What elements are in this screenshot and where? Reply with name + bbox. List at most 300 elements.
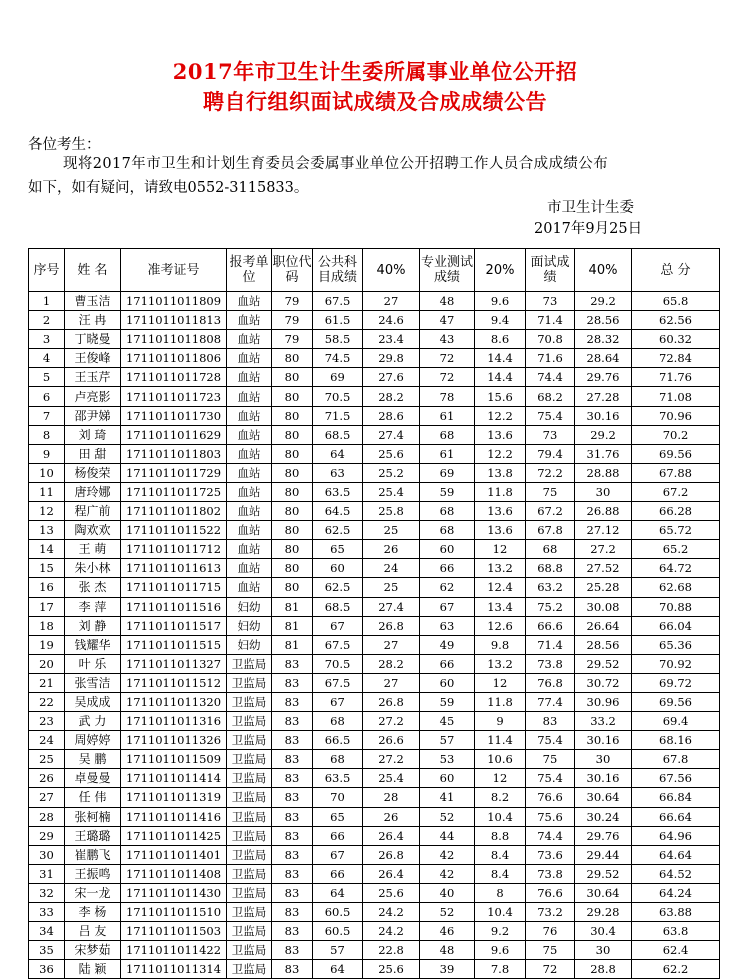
- cell-seq: 24: [29, 731, 65, 750]
- table-row: [29, 883, 720, 902]
- cell-name: 田 甜: [65, 444, 121, 463]
- cell-interview-score: 74.4: [526, 826, 575, 845]
- scores-table: [28, 248, 720, 979]
- cell-name: 钱耀华: [65, 635, 121, 654]
- cell-interview-score: 76: [526, 922, 575, 941]
- cell-professional-20pct: 12.2: [475, 406, 526, 425]
- cell-interview-40pct: 29.76: [575, 826, 632, 845]
- cell-interview-40pct: 25.28: [575, 578, 632, 597]
- cell-interview-40pct: 28.64: [575, 349, 632, 368]
- cell-seq: 16: [29, 578, 65, 597]
- table-header-row: [29, 249, 720, 292]
- cell-ticket-number: 1711011011512: [121, 673, 227, 692]
- cell-seq: 26: [29, 769, 65, 788]
- cell-professional-score: 49: [420, 635, 475, 654]
- cell-unit: 卫监局: [227, 903, 272, 922]
- cell-total-score: 70.96: [632, 406, 720, 425]
- table-row: [29, 444, 720, 463]
- cell-public-40pct: 26.6: [363, 731, 420, 750]
- cell-professional-score: 68: [420, 502, 475, 521]
- table-row: [29, 311, 720, 330]
- cell-seq: 15: [29, 559, 65, 578]
- cell-professional-20pct: 9.4: [475, 311, 526, 330]
- cell-name: 任 伟: [65, 788, 121, 807]
- cell-professional-20pct: 13.4: [475, 597, 526, 616]
- cell-interview-score: 75.4: [526, 731, 575, 750]
- cell-public-40pct: 27: [363, 673, 420, 692]
- cell-professional-score: 59: [420, 482, 475, 501]
- cell-unit: 血站: [227, 540, 272, 559]
- cell-interview-score: 83: [526, 712, 575, 731]
- cell-total-score: 67.88: [632, 463, 720, 482]
- cell-public-score: 69: [313, 368, 363, 387]
- cell-unit: 血站: [227, 425, 272, 444]
- table-row: [29, 425, 720, 444]
- cell-position-code: 80: [272, 349, 313, 368]
- cell-position-code: 83: [272, 807, 313, 826]
- table-row: [29, 635, 720, 654]
- cell-seq: 33: [29, 903, 65, 922]
- cell-total-score: 69.4: [632, 712, 720, 731]
- cell-name: 崔鹏飞: [65, 845, 121, 864]
- cell-interview-40pct: 27.28: [575, 387, 632, 406]
- cell-seq: 12: [29, 502, 65, 521]
- cell-seq: 3: [29, 330, 65, 349]
- cell-interview-score: 68.2: [526, 387, 575, 406]
- cell-public-score: 66: [313, 864, 363, 883]
- cell-ticket-number: 1711011011430: [121, 883, 227, 902]
- cell-professional-20pct: 9.8: [475, 635, 526, 654]
- cell-professional-20pct: 9.2: [475, 922, 526, 941]
- cell-public-score: 67.5: [313, 673, 363, 692]
- cell-unit: 血站: [227, 387, 272, 406]
- signature: 市卫生计生委: [547, 200, 634, 216]
- cell-professional-20pct: 12: [475, 673, 526, 692]
- cell-unit: 卫监局: [227, 654, 272, 673]
- cell-name: 张雪洁: [65, 673, 121, 692]
- cell-name: 李 萍: [65, 597, 121, 616]
- table-row: [29, 559, 720, 578]
- cell-ticket-number: 1711011011522: [121, 521, 227, 540]
- table-row: [29, 349, 720, 368]
- cell-seq: 35: [29, 941, 65, 960]
- cell-position-code: 83: [272, 692, 313, 711]
- table-row: [29, 330, 720, 349]
- cell-professional-score: 68: [420, 521, 475, 540]
- cell-professional-20pct: 8.2: [475, 788, 526, 807]
- cell-public-40pct: 25: [363, 578, 420, 597]
- table-row: [29, 826, 720, 845]
- cell-public-score: 62.5: [313, 521, 363, 540]
- cell-interview-score: 75: [526, 750, 575, 769]
- cell-total-score: 66.28: [632, 502, 720, 521]
- cell-professional-score: 62: [420, 578, 475, 597]
- cell-professional-20pct: 9.6: [475, 292, 526, 311]
- cell-seq: 7: [29, 406, 65, 425]
- cell-professional-score: 52: [420, 903, 475, 922]
- cell-public-40pct: 26.8: [363, 845, 420, 864]
- cell-interview-40pct: 29.76: [575, 368, 632, 387]
- table-row: [29, 903, 720, 922]
- cell-interview-40pct: 29.52: [575, 864, 632, 883]
- cell-total-score: 64.24: [632, 883, 720, 902]
- cell-professional-score: 42: [420, 845, 475, 864]
- table-row: [29, 922, 720, 941]
- cell-seq: 5: [29, 368, 65, 387]
- cell-seq: 19: [29, 635, 65, 654]
- cell-ticket-number: 1711011011515: [121, 635, 227, 654]
- cell-interview-40pct: 26.64: [575, 616, 632, 635]
- cell-interview-score: 66.6: [526, 616, 575, 635]
- cell-public-40pct: 27: [363, 635, 420, 654]
- cell-public-40pct: 28: [363, 788, 420, 807]
- cell-professional-score: 69: [420, 463, 475, 482]
- cell-position-code: 83: [272, 864, 313, 883]
- cell-position-code: 83: [272, 673, 313, 692]
- cell-interview-40pct: 29.2: [575, 292, 632, 311]
- table-row: [29, 692, 720, 711]
- cell-total-score: 66.04: [632, 616, 720, 635]
- cell-public-score: 67: [313, 845, 363, 864]
- cell-total-score: 64.64: [632, 845, 720, 864]
- cell-total-score: 70.2: [632, 425, 720, 444]
- cell-position-code: 79: [272, 311, 313, 330]
- cell-public-score: 65: [313, 807, 363, 826]
- cell-position-code: 80: [272, 444, 313, 463]
- table-row: [29, 673, 720, 692]
- cell-interview-40pct: 27.12: [575, 521, 632, 540]
- table-row: [29, 960, 720, 979]
- cell-professional-score: 63: [420, 616, 475, 635]
- cell-ticket-number: 1711011011510: [121, 903, 227, 922]
- table-row: [29, 502, 720, 521]
- cell-ticket-number: 1711011011416: [121, 807, 227, 826]
- cell-public-40pct: 25.6: [363, 960, 420, 979]
- cell-ticket-number: 1711011011517: [121, 616, 227, 635]
- cell-interview-score: 75: [526, 482, 575, 501]
- cell-professional-20pct: 15.6: [475, 387, 526, 406]
- cell-interview-40pct: 28.32: [575, 330, 632, 349]
- cell-position-code: 83: [272, 845, 313, 864]
- cell-public-40pct: 24.6: [363, 311, 420, 330]
- cell-total-score: 62.56: [632, 311, 720, 330]
- cell-total-score: 68.16: [632, 731, 720, 750]
- cell-name: 朱小林: [65, 559, 121, 578]
- cell-public-score: 66: [313, 826, 363, 845]
- cell-interview-40pct: 28.88: [575, 463, 632, 482]
- cell-interview-score: 79.4: [526, 444, 575, 463]
- cell-public-score: 67: [313, 692, 363, 711]
- cell-seq: 9: [29, 444, 65, 463]
- cell-interview-40pct: 30: [575, 941, 632, 960]
- cell-name: 杨俊荣: [65, 463, 121, 482]
- cell-position-code: 81: [272, 616, 313, 635]
- cell-interview-score: 72.2: [526, 463, 575, 482]
- header-professional-score: 专业测试成绩: [420, 249, 475, 292]
- cell-seq: 2: [29, 311, 65, 330]
- cell-interview-40pct: 30.4: [575, 922, 632, 941]
- cell-public-score: 61.5: [313, 311, 363, 330]
- table-row: [29, 463, 720, 482]
- cell-professional-20pct: 11.4: [475, 731, 526, 750]
- cell-interview-score: 73.8: [526, 864, 575, 883]
- cell-professional-20pct: 9.6: [475, 941, 526, 960]
- table-row: [29, 864, 720, 883]
- cell-public-score: 64: [313, 444, 363, 463]
- cell-unit: 卫监局: [227, 960, 272, 979]
- cell-total-score: 69.56: [632, 692, 720, 711]
- cell-name: 吕 友: [65, 922, 121, 941]
- cell-total-score: 65.36: [632, 635, 720, 654]
- cell-position-code: 83: [272, 922, 313, 941]
- cell-name: 张 杰: [65, 578, 121, 597]
- cell-interview-score: 73: [526, 425, 575, 444]
- cell-seq: 31: [29, 864, 65, 883]
- cell-public-40pct: 25.4: [363, 769, 420, 788]
- header-interview-score: 面试成绩: [526, 249, 575, 292]
- cell-position-code: 83: [272, 788, 313, 807]
- header-position-code: 职位代码: [272, 249, 313, 292]
- cell-unit: 血站: [227, 521, 272, 540]
- cell-unit: 卫监局: [227, 826, 272, 845]
- cell-public-score: 58.5: [313, 330, 363, 349]
- cell-interview-40pct: 30: [575, 482, 632, 501]
- cell-interview-40pct: 30.64: [575, 788, 632, 807]
- cell-public-score: 63.5: [313, 482, 363, 501]
- cell-name: 宋梦茹: [65, 941, 121, 960]
- cell-professional-20pct: 13.2: [475, 559, 526, 578]
- cell-professional-score: 44: [420, 826, 475, 845]
- cell-position-code: 83: [272, 731, 313, 750]
- cell-public-40pct: 26.4: [363, 826, 420, 845]
- cell-interview-score: 73.8: [526, 654, 575, 673]
- cell-public-score: 67.5: [313, 292, 363, 311]
- cell-interview-score: 68: [526, 540, 575, 559]
- cell-public-score: 64: [313, 883, 363, 902]
- cell-ticket-number: 1711011011809: [121, 292, 227, 311]
- cell-professional-20pct: 8.6: [475, 330, 526, 349]
- cell-unit: 卫监局: [227, 807, 272, 826]
- cell-public-40pct: 25.6: [363, 444, 420, 463]
- cell-public-score: 68: [313, 712, 363, 731]
- cell-total-score: 71.08: [632, 387, 720, 406]
- cell-interview-score: 76.6: [526, 788, 575, 807]
- cell-public-40pct: 24.2: [363, 903, 420, 922]
- cell-professional-20pct: 8.4: [475, 845, 526, 864]
- cell-unit: 妇幼: [227, 635, 272, 654]
- cell-professional-20pct: 10.4: [475, 903, 526, 922]
- cell-position-code: 80: [272, 502, 313, 521]
- cell-interview-40pct: 28.8: [575, 960, 632, 979]
- cell-ticket-number: 1711011011503: [121, 922, 227, 941]
- cell-ticket-number: 1711011011808: [121, 330, 227, 349]
- cell-public-40pct: 26: [363, 540, 420, 559]
- cell-position-code: 79: [272, 330, 313, 349]
- cell-public-score: 71.5: [313, 406, 363, 425]
- cell-public-score: 64.5: [313, 502, 363, 521]
- cell-total-score: 65.2: [632, 540, 720, 559]
- cell-total-score: 62.4: [632, 941, 720, 960]
- table-row: [29, 540, 720, 559]
- cell-name: 汪 冉: [65, 311, 121, 330]
- cell-public-score: 67: [313, 616, 363, 635]
- cell-public-40pct: 25.6: [363, 883, 420, 902]
- table-row: [29, 807, 720, 826]
- cell-total-score: 72.84: [632, 349, 720, 368]
- cell-interview-40pct: 28.56: [575, 635, 632, 654]
- cell-interview-40pct: 30.08: [575, 597, 632, 616]
- cell-public-40pct: 25.2: [363, 463, 420, 482]
- cell-position-code: 83: [272, 903, 313, 922]
- cell-public-40pct: 22.8: [363, 941, 420, 960]
- cell-name: 卢亮影: [65, 387, 121, 406]
- cell-public-40pct: 27: [363, 292, 420, 311]
- cell-public-40pct: 28.2: [363, 654, 420, 673]
- cell-professional-20pct: 10.4: [475, 807, 526, 826]
- cell-interview-score: 76.8: [526, 673, 575, 692]
- cell-unit: 血站: [227, 311, 272, 330]
- cell-ticket-number: 1711011011629: [121, 425, 227, 444]
- cell-unit: 血站: [227, 292, 272, 311]
- cell-interview-40pct: 30.72: [575, 673, 632, 692]
- cell-ticket-number: 1711011011806: [121, 349, 227, 368]
- cell-total-score: 65.72: [632, 521, 720, 540]
- cell-public-40pct: 25.4: [363, 482, 420, 501]
- cell-public-score: 70: [313, 788, 363, 807]
- cell-professional-score: 40: [420, 883, 475, 902]
- cell-public-score: 67.5: [313, 635, 363, 654]
- cell-interview-score: 71.4: [526, 311, 575, 330]
- cell-interview-40pct: 29.44: [575, 845, 632, 864]
- cell-seq: 4: [29, 349, 65, 368]
- cell-seq: 8: [29, 425, 65, 444]
- cell-ticket-number: 1711011011320: [121, 692, 227, 711]
- cell-professional-20pct: 12.4: [475, 578, 526, 597]
- cell-ticket-number: 1711011011730: [121, 406, 227, 425]
- cell-professional-20pct: 12: [475, 540, 526, 559]
- cell-ticket-number: 1711011011327: [121, 654, 227, 673]
- cell-interview-40pct: 30.16: [575, 406, 632, 425]
- cell-interview-40pct: 30: [575, 750, 632, 769]
- cell-professional-20pct: 11.8: [475, 692, 526, 711]
- cell-interview-40pct: 30.16: [575, 731, 632, 750]
- cell-unit: 卫监局: [227, 864, 272, 883]
- table-body: [29, 292, 720, 979]
- cell-unit: 血站: [227, 482, 272, 501]
- body-text-line1: 现将2017年市卫生和计划生育委员会委属事业单位公开招聘工作人员合成成绩公布: [63, 156, 609, 172]
- cell-ticket-number: 1711011011509: [121, 750, 227, 769]
- cell-professional-score: 66: [420, 654, 475, 673]
- cell-interview-score: 67.8: [526, 521, 575, 540]
- cell-name: 王振鸣: [65, 864, 121, 883]
- cell-unit: 血站: [227, 444, 272, 463]
- cell-seq: 25: [29, 750, 65, 769]
- cell-name: 陆 颖: [65, 960, 121, 979]
- cell-professional-20pct: 13.2: [475, 654, 526, 673]
- cell-professional-20pct: 12.2: [475, 444, 526, 463]
- cell-ticket-number: 1711011011316: [121, 712, 227, 731]
- cell-position-code: 80: [272, 482, 313, 501]
- cell-professional-20pct: 14.4: [475, 368, 526, 387]
- table-row: [29, 406, 720, 425]
- cell-interview-40pct: 30.16: [575, 769, 632, 788]
- cell-name: 王俊峰: [65, 349, 121, 368]
- cell-name: 邵尹娣: [65, 406, 121, 425]
- cell-seq: 32: [29, 883, 65, 902]
- greeting: 各位考生：: [28, 137, 101, 153]
- cell-unit: 血站: [227, 368, 272, 387]
- cell-public-score: 68.5: [313, 425, 363, 444]
- cell-unit: 卫监局: [227, 673, 272, 692]
- cell-ticket-number: 1711011011725: [121, 482, 227, 501]
- cell-professional-score: 48: [420, 292, 475, 311]
- cell-seq: 30: [29, 845, 65, 864]
- cell-total-score: 66.64: [632, 807, 720, 826]
- cell-interview-score: 75.4: [526, 769, 575, 788]
- cell-public-40pct: 26.8: [363, 616, 420, 635]
- cell-interview-40pct: 28.56: [575, 311, 632, 330]
- cell-interview-40pct: 30.64: [575, 883, 632, 902]
- cell-professional-20pct: 7.8: [475, 960, 526, 979]
- cell-professional-score: 41: [420, 788, 475, 807]
- cell-unit: 血站: [227, 330, 272, 349]
- cell-name: 刘 静: [65, 616, 121, 635]
- cell-position-code: 80: [272, 387, 313, 406]
- cell-unit: 血站: [227, 578, 272, 597]
- cell-total-score: 66.84: [632, 788, 720, 807]
- cell-ticket-number: 1711011011314: [121, 960, 227, 979]
- cell-public-40pct: 26.4: [363, 864, 420, 883]
- cell-interview-score: 76.6: [526, 883, 575, 902]
- cell-ticket-number: 1711011011728: [121, 368, 227, 387]
- cell-position-code: 83: [272, 654, 313, 673]
- cell-unit: 卫监局: [227, 883, 272, 902]
- cell-seq: 34: [29, 922, 65, 941]
- cell-position-code: 80: [272, 406, 313, 425]
- cell-unit: 妇幼: [227, 597, 272, 616]
- table-row: [29, 387, 720, 406]
- cell-public-40pct: 25: [363, 521, 420, 540]
- cell-ticket-number: 1711011011712: [121, 540, 227, 559]
- cell-interview-score: 73.2: [526, 903, 575, 922]
- cell-seq: 10: [29, 463, 65, 482]
- cell-name: 刘 琦: [65, 425, 121, 444]
- cell-professional-20pct: 13.6: [475, 502, 526, 521]
- cell-professional-score: 60: [420, 540, 475, 559]
- cell-seq: 21: [29, 673, 65, 692]
- cell-seq: 18: [29, 616, 65, 635]
- cell-public-score: 65: [313, 540, 363, 559]
- cell-unit: 卫监局: [227, 769, 272, 788]
- cell-seq: 11: [29, 482, 65, 501]
- body-text-line2: 如下，如有疑问，请致电0552-3115833。: [28, 180, 309, 196]
- cell-ticket-number: 1711011011723: [121, 387, 227, 406]
- cell-position-code: 83: [272, 941, 313, 960]
- cell-ticket-number: 1711011011422: [121, 941, 227, 960]
- cell-interview-40pct: 27.52: [575, 559, 632, 578]
- cell-unit: 血站: [227, 463, 272, 482]
- cell-name: 宋一龙: [65, 883, 121, 902]
- cell-interview-40pct: 29.52: [575, 654, 632, 673]
- cell-professional-score: 78: [420, 387, 475, 406]
- cell-professional-score: 66: [420, 559, 475, 578]
- cell-interview-score: 71.4: [526, 635, 575, 654]
- cell-ticket-number: 1711011011813: [121, 311, 227, 330]
- cell-public-score: 64: [313, 960, 363, 979]
- cell-interview-40pct: 27.2: [575, 540, 632, 559]
- cell-position-code: 80: [272, 368, 313, 387]
- cell-interview-score: 70.8: [526, 330, 575, 349]
